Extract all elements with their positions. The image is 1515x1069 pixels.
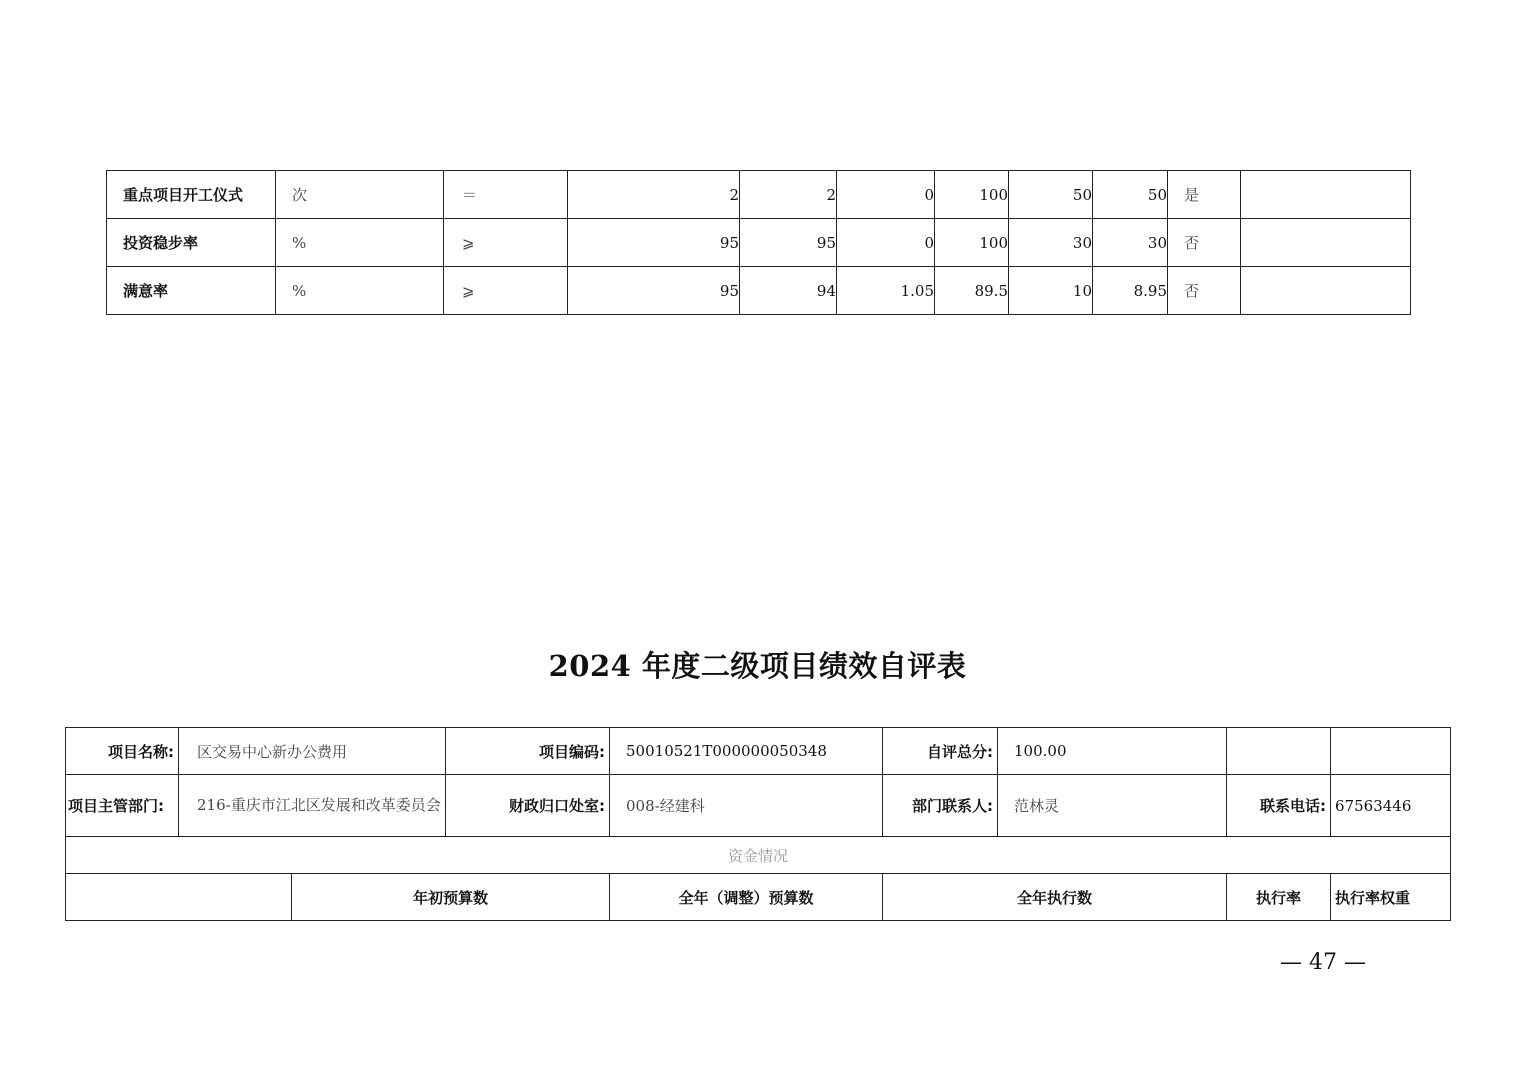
- project-code-value: 50010521T000000050348: [610, 728, 883, 775]
- funds-section-label: 资金情况: [66, 837, 1451, 874]
- funds-header-adjusted-budget: 全年（调整）预算数: [610, 874, 883, 921]
- page-title: 2024 年度二级项目绩效自评表: [548, 649, 967, 683]
- indicator-rate: 100: [935, 219, 1009, 267]
- indicator-unit: %: [276, 267, 444, 315]
- empty-cell: [1227, 728, 1331, 775]
- indicator-score: 8.95: [1093, 267, 1168, 315]
- indicator-unit: 次: [276, 171, 444, 219]
- indicator-score: 50: [1093, 171, 1168, 219]
- indicator-actual: 95: [740, 219, 837, 267]
- funds-header-initial-budget: 年初预算数: [292, 874, 610, 921]
- dept-value: 216-重庆市江北区发展和改革委员会: [179, 775, 446, 837]
- indicator-weight: 10: [1009, 267, 1093, 315]
- indicator-weight: 50: [1009, 171, 1093, 219]
- funds-header-rate-weight: 执行率权重: [1331, 874, 1451, 921]
- contact-label: 部门联系人:: [883, 775, 998, 837]
- indicator-body: [107, 171, 1411, 315]
- page-number: — 47 —: [1280, 950, 1366, 975]
- funds-header-executed: 全年执行数: [883, 874, 1227, 921]
- indicator-weight: 30: [1009, 219, 1093, 267]
- funds-header-blank: [66, 874, 292, 921]
- score-label: 自评总分:: [883, 728, 998, 775]
- indicator-row: [107, 219, 1411, 267]
- project-name-value: 区交易中心新办公费用: [179, 728, 446, 775]
- phone-label: 联系电话:: [1227, 775, 1331, 837]
- funds-header-exec-rate: 执行率: [1227, 874, 1331, 921]
- empty-cell: [1331, 728, 1451, 775]
- phone-value: 67563446: [1331, 775, 1451, 837]
- project-info-table: [65, 727, 1451, 921]
- indicator-name: 重点项目开工仪式: [107, 171, 276, 219]
- finance-value: 008-经建科: [610, 775, 883, 837]
- indicator-note: [1241, 171, 1411, 219]
- indicator-deviation: 0: [837, 171, 935, 219]
- project-code-label: 项目编码:: [446, 728, 610, 775]
- indicator-actual: 2: [740, 171, 837, 219]
- indicator-target: 95: [568, 267, 740, 315]
- indicator-name: 满意率: [107, 267, 276, 315]
- indicator-name: 投资稳步率: [107, 219, 276, 267]
- funds-section-row: [66, 837, 1451, 874]
- indicator-flag: 否: [1168, 267, 1241, 315]
- indicator-row: [107, 171, 1411, 219]
- indicator-operator: ⩾: [444, 267, 568, 315]
- indicator-unit: %: [276, 219, 444, 267]
- indicator-flag: 否: [1168, 219, 1241, 267]
- project-name-label: 项目名称:: [66, 728, 179, 775]
- indicator-deviation: 0: [837, 219, 935, 267]
- indicator-score: 30: [1093, 219, 1168, 267]
- indicator-operator: ＝: [444, 171, 568, 219]
- finance-label: 财政归口处室:: [446, 775, 610, 837]
- score-value: 100.00: [998, 728, 1227, 775]
- indicator-flag: 是: [1168, 171, 1241, 219]
- indicator-rate: 100: [935, 171, 1009, 219]
- indicator-target: 2: [568, 171, 740, 219]
- indicator-note: [1241, 267, 1411, 315]
- indicator-rate: 89.5: [935, 267, 1009, 315]
- indicator-actual: 94: [740, 267, 837, 315]
- indicator-operator: ⩾: [444, 219, 568, 267]
- funds-header-row: [66, 874, 1451, 921]
- project-row-2: [66, 775, 1451, 837]
- project-row-1: [66, 728, 1451, 775]
- indicator-deviation: 1.05: [837, 267, 935, 315]
- dept-label: 项目主管部门:: [66, 775, 179, 837]
- indicator-target: 95: [568, 219, 740, 267]
- indicator-note: [1241, 219, 1411, 267]
- indicator-table: [106, 170, 1411, 315]
- contact-value: 范林灵: [998, 775, 1227, 837]
- indicator-row: [107, 267, 1411, 315]
